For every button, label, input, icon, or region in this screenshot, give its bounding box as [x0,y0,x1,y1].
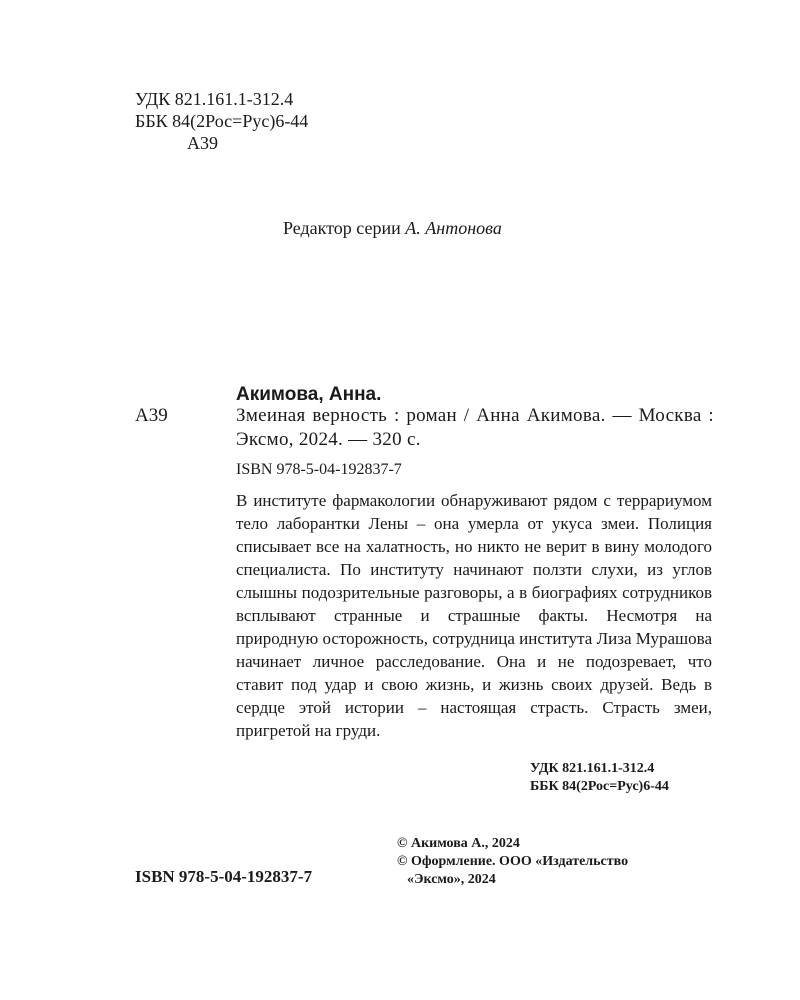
footer-classification-codes [530,760,669,796]
isbn-entry: ISBN 978-5-04-192837-7 [236,461,402,478]
copyright-design-line1: © Оформление. ООО «Издательство [397,854,629,869]
bibliographic-author-sign: А39 [135,405,168,426]
footer-bbk-code: ББК 84(2Рос=Рус)6-44 [530,779,669,794]
author-sign: А39 [187,133,218,153]
book-author: Акимова, Анна. [236,384,382,405]
footer-udk-code: УДК 821.161.1-312.4 [530,761,655,776]
series-editor [283,217,502,239]
series-editor-label: Редактор серии [283,218,401,238]
copyright-author: © Акимова А., 2024 [397,836,520,851]
book-title-entry: Змеиная верность : роман / Анна Акимова. — Москва : Эксмо, 2024. — 320 с. [236,405,714,450]
bbk-code: ББК 84(2Рос=Рус)6-44 [135,111,309,131]
isbn-bottom: ISBN 978-5-04-192837-7 [135,867,313,886]
copyright-design-line2: «Эксмо», 2024 [407,872,496,887]
series-editor-name: А. Антонова [405,218,502,238]
annotation-text: В институте фармакологии обнаруживают рядом с террариумом тело лаборантки Лены – она умерла от укуса змеи. Полиция списывает все на халатность, но никто не верит в вину молодого специалиста. По институту начинают ползти слухи, из углов слышны подозрительные разговоры, а в биографиях сотрудников всплывают странные и страшные факты. Несмотря на природную осторожность, сотрудница института Лиза Мурашова начинает личное расследование. Она и не подозревает, что ставит под удар и свою жизнь, и жизнь своих друзей. Ведь в сердце этой истории – настоящая страсть. Страсть змеи, пригретой на груди. [236,491,712,740]
copyright-block [397,835,628,889]
udk-code: УДК 821.161.1-312.4 [135,89,294,109]
header-classification-codes [135,88,308,154]
